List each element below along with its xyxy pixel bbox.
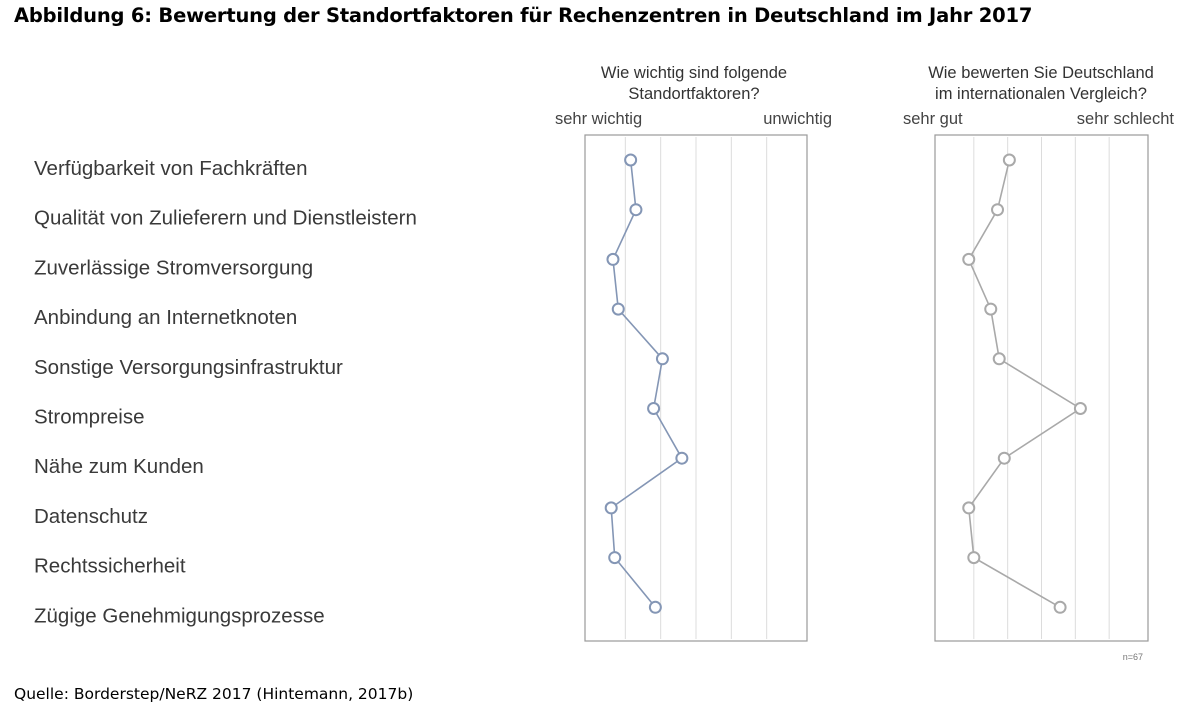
- category-label: Nähe zum Kunden: [34, 455, 204, 479]
- scale-left-label: sehr wichtig: [555, 110, 643, 128]
- data-point: [994, 353, 1005, 364]
- panel-header-line: Wie wichtig sind folgende: [600, 64, 788, 82]
- category-labels: [34, 157, 417, 627]
- data-point: [985, 304, 996, 315]
- source-note: Quelle: Borderstep/NeRZ 2017 (Hintemann, 2017b): [14, 685, 414, 703]
- category-label: Zuverlässige Stromversorgung: [34, 256, 314, 280]
- data-point: [968, 552, 979, 563]
- panel-comparison: [903, 64, 1174, 641]
- data-point: [1004, 155, 1015, 166]
- category-label: Anbindung an Internetknoten: [34, 306, 298, 330]
- panel-header-line: Wie bewerten Sie Deutschland: [928, 64, 1154, 82]
- category-label: Zügige Genehmigungsprozesse: [34, 604, 325, 628]
- series-line: [611, 160, 682, 607]
- data-point: [963, 254, 974, 265]
- series-line: [969, 160, 1081, 607]
- data-point: [657, 353, 668, 364]
- figure-title: Abbildung 6: Bewertung der Standortfaktoren für Rechenzentren in Deutschland im Jahr 2017: [14, 4, 1033, 27]
- data-point: [609, 552, 620, 563]
- data-point: [606, 502, 617, 513]
- data-point: [630, 204, 641, 215]
- data-point: [999, 453, 1010, 464]
- category-label: Datenschutz: [34, 504, 148, 528]
- category-label: Sonstige Versorgungsinfrastruktur: [34, 355, 343, 379]
- panel-header-line: im internationalen Vergleich?: [935, 85, 1147, 103]
- scale-right-label: sehr schlecht: [1076, 110, 1174, 128]
- data-point: [992, 204, 1003, 215]
- data-point: [963, 502, 974, 513]
- data-point: [1075, 403, 1086, 414]
- data-point: [625, 155, 636, 166]
- scale-right-label: unwichtig: [763, 110, 832, 128]
- category-label: Strompreise: [34, 405, 145, 429]
- sample-size-note: n=67: [1122, 652, 1143, 662]
- panel-importance: [555, 64, 832, 641]
- data-point: [1055, 602, 1066, 613]
- data-point: [607, 254, 618, 265]
- category-label: Qualität von Zulieferern und Dienstleistern: [34, 206, 417, 230]
- scale-left-label: sehr gut: [903, 110, 963, 128]
- data-point: [648, 403, 659, 414]
- panel-header-line: Standortfaktoren?: [628, 85, 760, 103]
- category-label: Verfügbarkeit von Fachkräften: [34, 157, 308, 180]
- data-point: [650, 602, 661, 613]
- data-point: [676, 453, 687, 464]
- data-point: [613, 304, 624, 315]
- category-label: Rechtssicherheit: [34, 554, 186, 578]
